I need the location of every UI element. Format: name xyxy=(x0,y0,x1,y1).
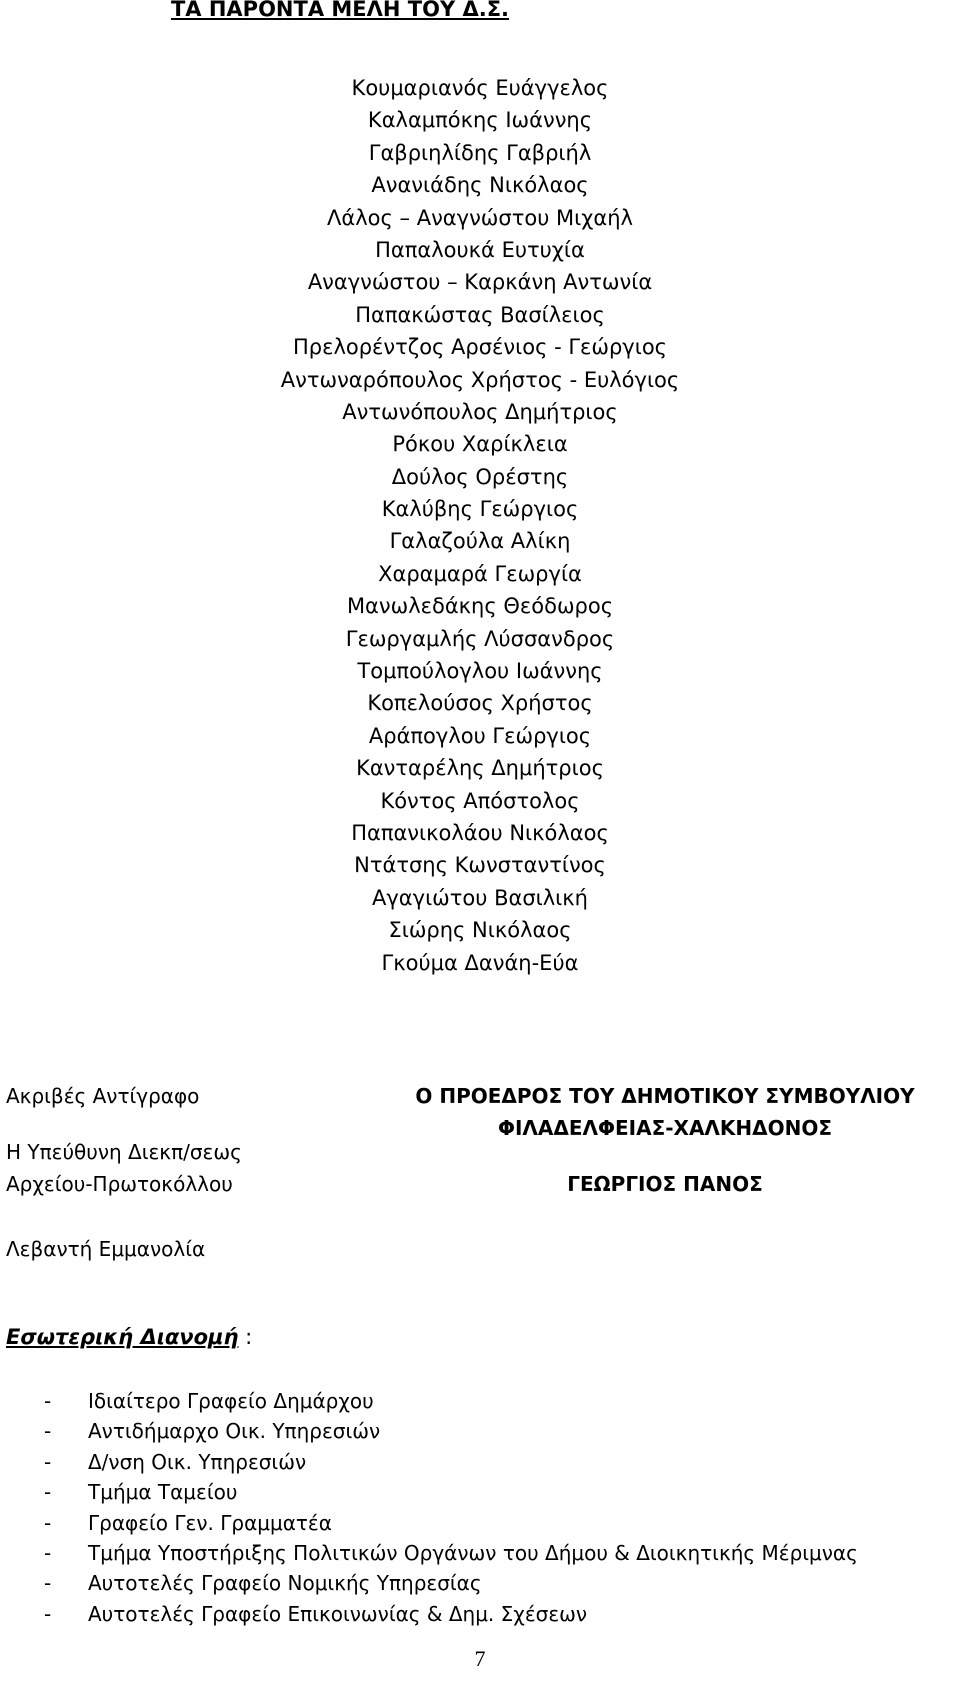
member-name: Πρελορέντζος Αρσένιος - Γεώργιος xyxy=(292,335,668,360)
distribution-heading-text: Εσωτερική Διανομή xyxy=(6,1325,239,1349)
president-title-line2: ΦΙΛΑΔΕΛΦΕΙΑΣ-ΧΑΛΚΗΔΟΝΟΣ xyxy=(497,1116,833,1140)
members-list xyxy=(0,72,960,979)
distribution-item-text: Γραφείο Γεν. Γραμματέα xyxy=(88,1510,332,1535)
member-name: Παπαλουκά Ευτυχία xyxy=(375,237,585,262)
list-dash: - xyxy=(44,1510,52,1535)
list-dash: - xyxy=(44,1419,52,1444)
page-title: ΤΑ ΠΑΡΟΝΤΑ ΜΕΛΗ ΤΟΥ Δ.Σ. xyxy=(170,0,510,21)
member-name: Ντάτσης Κωνσταντίνος xyxy=(354,853,606,878)
member-name: Παπανικολάου Νικόλαος xyxy=(351,820,609,845)
member-name: Αντωναρόπουλος Χρήστος - Ευλόγιος xyxy=(280,367,680,392)
member-name: Αγαγιώτου Βασιλική xyxy=(372,885,588,910)
member-name: Ανανιάδης Νικόλαος xyxy=(371,173,589,198)
list-dash: - xyxy=(44,1540,52,1565)
member-name: Χαραμαρά Γεωργία xyxy=(378,561,582,586)
member-name: Παπακώστας Βασίλειος xyxy=(355,302,605,327)
member-name: Αναγνώστου – Καρκάνη Αντωνία xyxy=(307,270,653,295)
list-dash: - xyxy=(44,1571,52,1596)
president-signature-block xyxy=(370,1080,960,1200)
page-number: 7 xyxy=(474,1646,486,1671)
member-name: Δούλος Ορέστης xyxy=(391,464,569,489)
distribution-item xyxy=(44,1477,858,1507)
clerk-name: Λεβαντή Εμμανολία xyxy=(6,1237,206,1261)
certification-block xyxy=(6,1080,306,1200)
member-name: Αράπογλου Γεώργιος xyxy=(368,723,592,748)
list-dash: - xyxy=(44,1601,52,1626)
distribution-item xyxy=(44,1568,858,1598)
distribution-item xyxy=(44,1508,858,1538)
member-name: Καλαμπόκης Ιωάννης xyxy=(367,108,593,133)
distribution-item xyxy=(44,1447,858,1477)
member-name: Κουμαριανός Ευάγγελος xyxy=(351,76,609,100)
distribution-item xyxy=(44,1599,858,1629)
list-dash: - xyxy=(44,1449,52,1474)
distribution-heading xyxy=(6,1322,252,1352)
member-name: Ρόκου Χαρίκλεια xyxy=(392,432,568,457)
member-name: Καλύβης Γεώργιος xyxy=(381,497,579,522)
responsible-title-line1: Η Υπεύθυνη Διεκπ/σεως xyxy=(6,1140,242,1164)
distribution-item-text: Ιδιαίτερο Γραφείο Δημάρχου xyxy=(88,1389,374,1413)
distribution-item xyxy=(44,1416,858,1446)
distribution-list xyxy=(44,1386,858,1629)
member-name: Κανταρέλης Δημήτριος xyxy=(356,756,604,781)
member-name: Κοπελούσος Χρήστος xyxy=(367,691,593,716)
member-name: Γαλαζούλα Αλίκη xyxy=(389,529,571,554)
certified-copy-label: Ακριβές Αντίγραφο xyxy=(6,1084,200,1108)
member-name: Μανωλεδάκης Θεόδωρος xyxy=(346,594,614,619)
member-name: Γαβριηλίδης Γαβριήλ xyxy=(368,140,592,165)
distribution-item xyxy=(44,1538,858,1568)
distribution-item-text: Αυτοτελές Γραφείο Επικοινωνίας & Δημ. Σχέσεων xyxy=(88,1601,588,1626)
distribution-item xyxy=(44,1386,858,1416)
distribution-item-text: Αυτοτελές Γραφείο Νομικής Υπηρεσίας xyxy=(88,1571,482,1596)
list-dash: - xyxy=(44,1480,52,1505)
member-name: Αντωνόπουλος Δημήτριος xyxy=(342,399,618,424)
distribution-item-text: Αντιδήμαρχο Οικ. Υπηρεσιών xyxy=(88,1419,381,1444)
member-name: Λάλος – Αναγνώστου Μιχαήλ xyxy=(327,205,633,230)
member-name: Σιώρης Νικόλαος xyxy=(388,918,572,943)
distribution-item-text: Τμήμα Υποστήριξης Πολιτικών Οργάνων του Δήμου & Διοικητικής Μέριμνας xyxy=(88,1540,858,1565)
president-title-line1: Ο ΠΡΟΕΔΡΟΣ ΤΟΥ ΔΗΜΟΤΙΚΟΥ ΣΥΜΒΟΥΛΙΟΥ xyxy=(415,1084,915,1108)
list-dash: - xyxy=(44,1389,52,1413)
responsible-title-line2: Αρχείου-Πρωτοκόλλου xyxy=(6,1172,233,1196)
distribution-heading-colon: : xyxy=(238,1325,253,1349)
member-name: Τομπούλογλου Ιωάννης xyxy=(357,659,603,684)
member-name: Κόντος Απόστολος xyxy=(380,788,580,813)
member-name: Γκούμα Δανάη-Εύα xyxy=(381,950,579,975)
distribution-item-text: Τμήμα Ταμείου xyxy=(88,1480,238,1505)
distribution-item-text: Δ/νση Οικ. Υπηρεσιών xyxy=(88,1449,307,1474)
member-name: Γεωργαμλής Λύσσανδρος xyxy=(345,626,615,651)
president-name: ΓΕΩΡΓΙΟΣ ΠΑΝΟΣ xyxy=(567,1172,763,1196)
